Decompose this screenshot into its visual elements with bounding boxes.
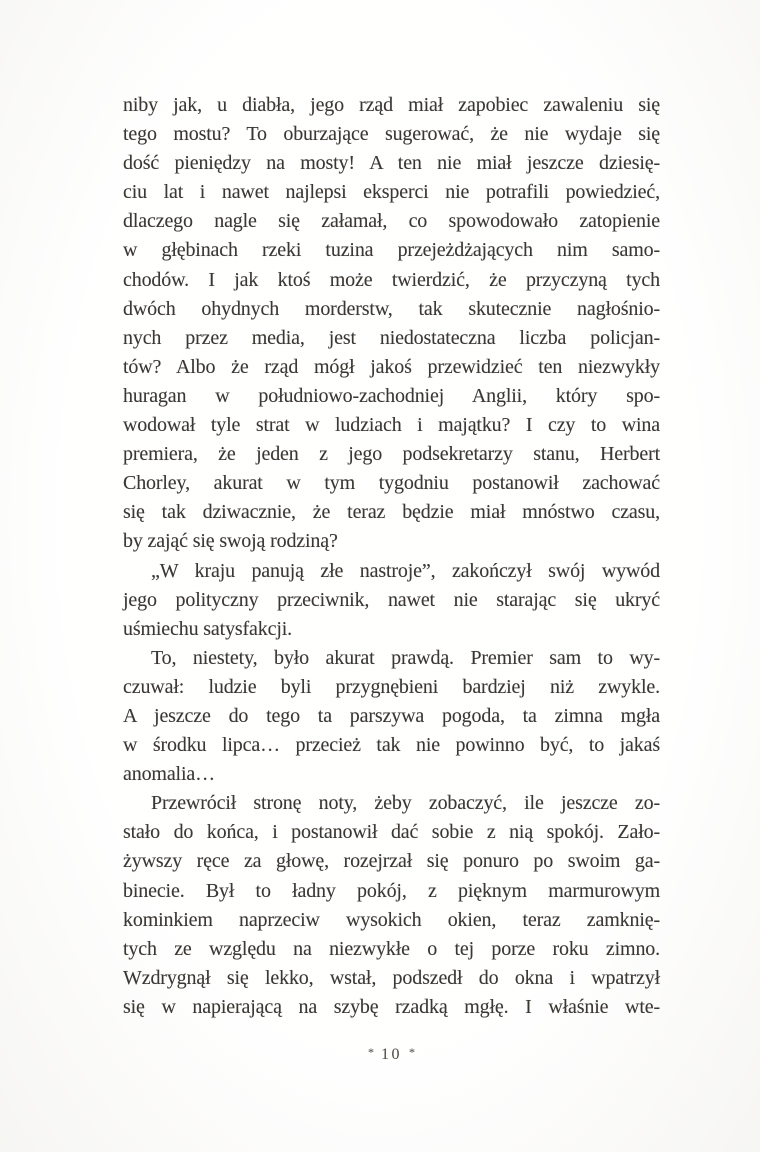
text-line: ciu lat i nawet najlepsi eksperci nie potrafili powiedzieć, [123, 181, 660, 204]
text-line: Chorley, akurat w tym tygodniu postanowił zachować [123, 472, 660, 495]
text-line paragraph-end: by zająć się swoją rodziną? [123, 530, 338, 553]
text-line paragraph-end: anomalia… [123, 763, 215, 786]
text-line: dwóch ohydnych morderstw, tak skutecznie nagłośnio- [123, 297, 660, 320]
text-line: dość pieniędzy na mosty! A ten nie miał jeszcze dziesię- [123, 152, 660, 175]
text-line: nych przez media, jest niedostateczna liczba policjan- [123, 326, 660, 349]
text-line: huragan w południowo-zachodniej Anglii, który spo- [123, 384, 660, 407]
text-line: tów? Albo że rząd mógł jakoś przewidzieć ten niezwykły [123, 355, 660, 378]
text-line: żywszy ręce za głowę, rozejrzał się ponuro po swoim ga- [123, 850, 660, 873]
text-line: jego polityczny przeciwnik, nawet nie starając się ukryć [123, 588, 660, 611]
text-line: w środku lipca… przecież tak nie powinno być, to jakaś [123, 734, 660, 757]
page-footer [123, 1046, 660, 1064]
text-line: tego mostu? To oburzające sugerować, że nie wydaje się [123, 123, 660, 146]
text-line: binecie. Był to ładny pokój, z pięknym marmurowym [123, 879, 660, 902]
text-line: dlaczego nagle się załamał, co spowodowało zatopienie [123, 210, 660, 233]
text-line: Wzdrygnął się lekko, wstał, podszedł do okna i wpatrzył [123, 966, 660, 989]
text-line: premiera, że jeden z jego podsekretarzy stanu, Herbert [123, 443, 660, 466]
text-line: się tak dziwacznie, że teraz będzie miał mnóstwo czasu, [123, 501, 660, 524]
text-line paragraph-start: Przewrócił stronę noty, żeby zobaczyć, ile jeszcze zo- [151, 792, 660, 815]
text-line: w głębinach rzeki tuzina przejeżdżających nim samo- [123, 239, 660, 262]
text-line paragraph-start: To, niestety, było akurat prawdą. Premier sam to wy- [151, 646, 660, 669]
text-line: chodów. I jak ktoś może twierdzić, że przyczyną tych [123, 268, 660, 291]
asterisk-ornament-left: * [368, 1045, 374, 1059]
text-line: stało do końca, i postanowił dać sobie z nią spokój. Zało- [123, 821, 660, 844]
page-number: 10 [381, 1046, 402, 1063]
text-line: niby jak, u diabła, jego rząd miał zapobiec zawaleniu się [123, 94, 660, 116]
page-text-block [123, 91, 660, 1022]
text-line: tych ze względu na niezwykłe o tej porze roku zimno. [123, 937, 660, 960]
text-line paragraph-end: uśmiechu satysfakcji. [123, 617, 293, 640]
text-line: A jeszcze do tego ta parszywa pogoda, ta zimna mgła [123, 704, 660, 727]
text-line: kominkiem naprzeciw wysokich okien, teraz zamknię- [123, 908, 660, 931]
text-line paragraph-start: „W kraju panują złe nastroje”, zakończył swój wywód [151, 559, 660, 582]
text-line: wodował tyle strat w ludziach i majątku? I czy to wina [123, 414, 660, 437]
text-line: czuwał: ludzie byli przygnębieni bardziej niż zwykle. [123, 675, 660, 698]
asterisk-ornament-right: * [409, 1045, 415, 1059]
text-line: się w napierającą na szybę rzadką mgłę. I właśnie wte- [123, 995, 660, 1018]
